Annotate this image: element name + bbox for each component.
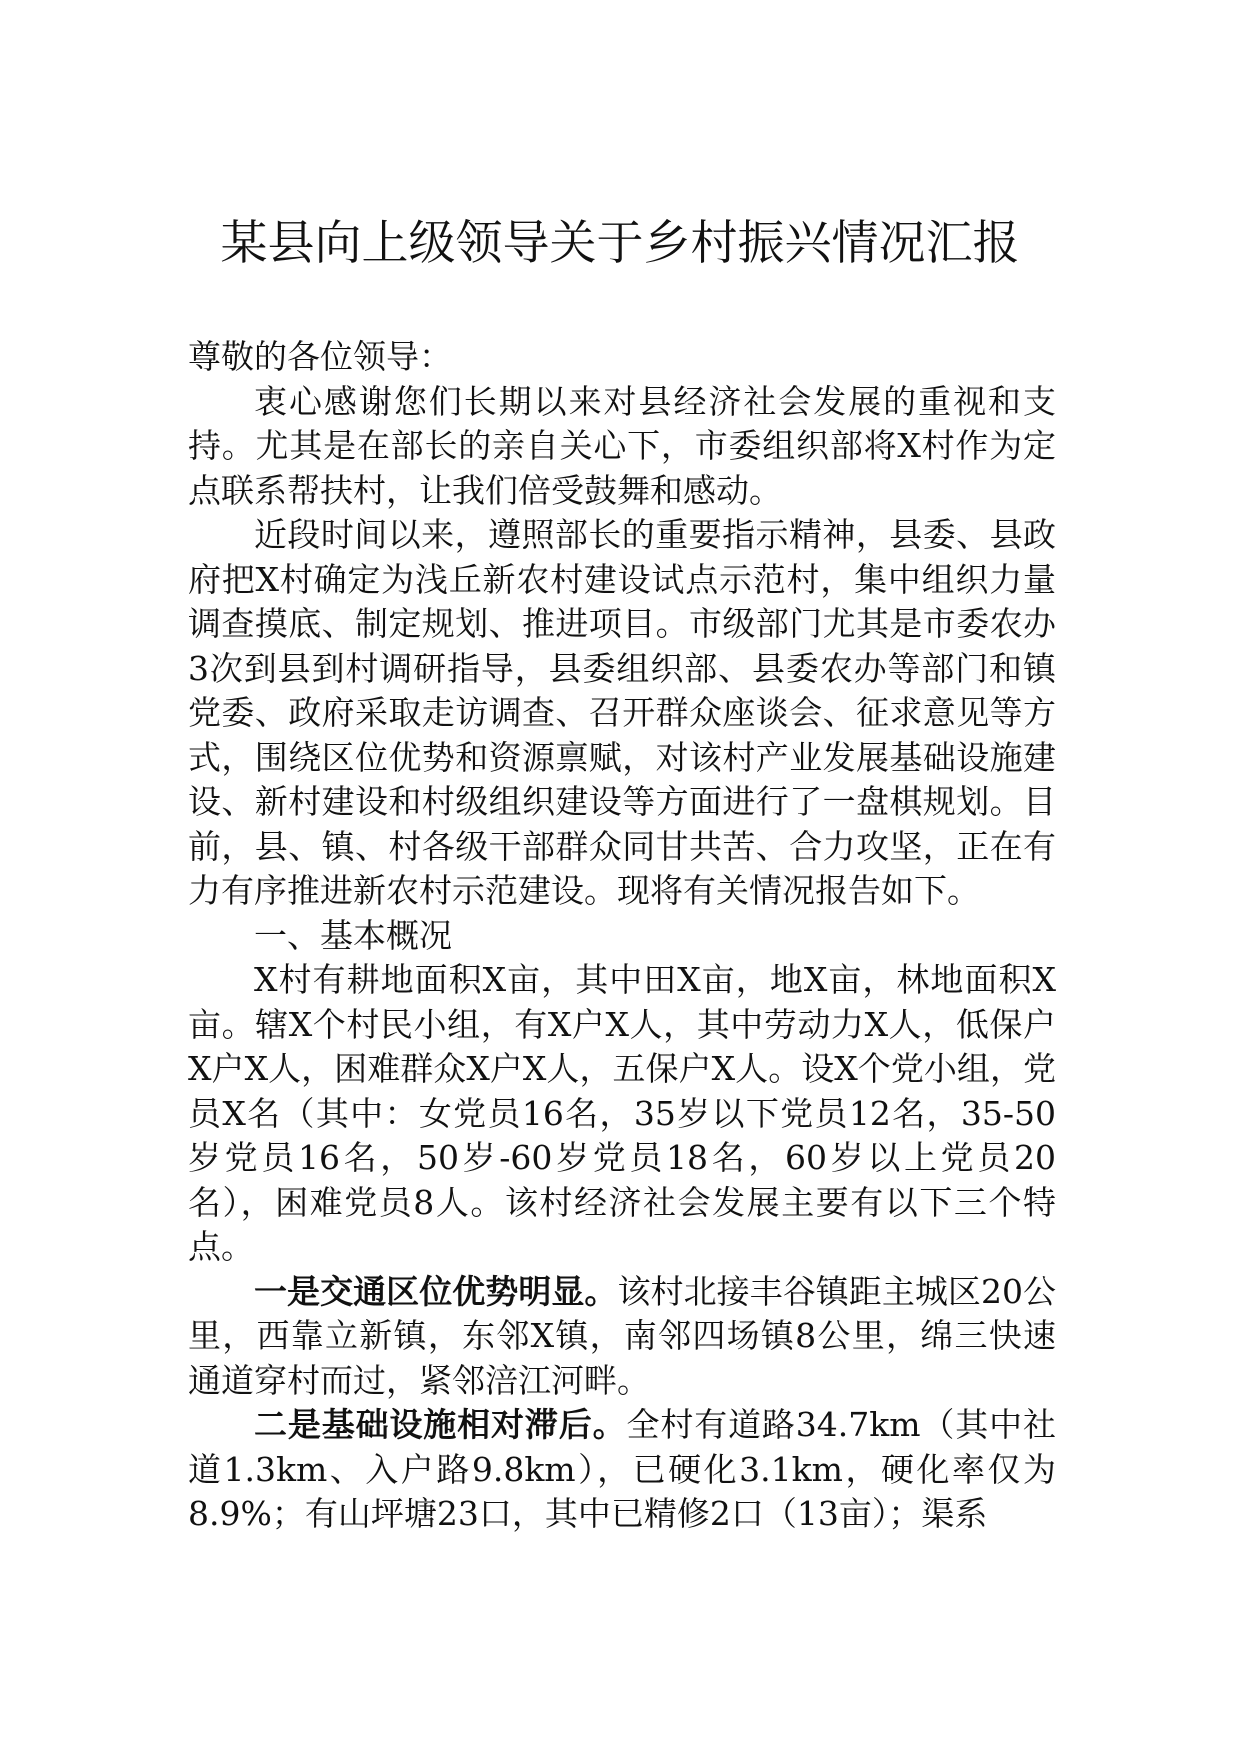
paragraph-lead-infrastructure: 二是基础设施相对滞后。 (254, 1405, 627, 1444)
paragraph-gratitude: 衷心感谢您们长期以来对县经济社会发展的重视和支持。尤其是在部长的亲自关心下，市委组织部将X村作为定点联系帮扶村，让我们倍受鼓舞和感动。 (188, 381, 1056, 510)
paragraph-lead-traffic: 一是交通区位优势明显。 (254, 1271, 618, 1311)
paragraph-background: 近段时间以来，遵照部长的重要指示精神，县委、县政府把X村确定为浅丘新农村建设试点示范村，集中组织力量调查摸底、制定规划、推进项目。市级部门尤其是市委农办3次到县到村调研指导，县委组织部、县委农办等部门和镇党委、政府采取走访调查、召开群众座谈会、征求意见等方式，围绕区位优势和资源禀赋，对该村产业发展基础设施建设、新村建设和村级组织建设等方面进行了一盘棋规划。目前，县、镇、村各级干部群众同甘共苦、合力攻坚，正在有力有序推进新农村示范建设。现将有关情况报告如下。 (188, 515, 1056, 910)
paragraph-traffic-advantage (188, 1270, 1056, 1404)
paragraph-text-infrastructure: 全村有道路34.7km（其中社道1.3km、入户路9.8km），已硬化3.1km，硬化率仅为8.9%；有山坪塘23口，其中已精修2口（13亩）；渠系 (188, 1405, 1057, 1533)
salutation: 尊敬的各位领导： (188, 337, 452, 376)
paragraph-infrastructure (188, 1403, 1056, 1537)
section-heading-basic-overview: 一、基本概况 (254, 915, 452, 955)
paragraph-text-traffic: 该村北接丰谷镇距主城区20公里，西靠立新镇，东邻X镇，南邻四场镇8公里，绵三快速通道穿村而过，紧邻涪江河畔。 (188, 1271, 1056, 1400)
document-title: 某县向上级领导关于乡村振兴情况汇报 (220, 216, 1020, 271)
paragraph-village-overview: X村有耕地面积X亩，其中田X亩，地X亩，林地面积X亩。辖X个村民小组，有X户X人，其中劳动力X人，低保户X户X人，困难群众X户X人，五保户X人。设X个党小组，党员X名（其中：女党员16名，35岁以下党员12名，35-50岁党员16名，50岁-60岁党员18名，60岁以上党员20名），困难党员8人。该村经济社会发展主要有以下三个特点。 (188, 960, 1056, 1266)
document-body (188, 335, 1056, 1537)
